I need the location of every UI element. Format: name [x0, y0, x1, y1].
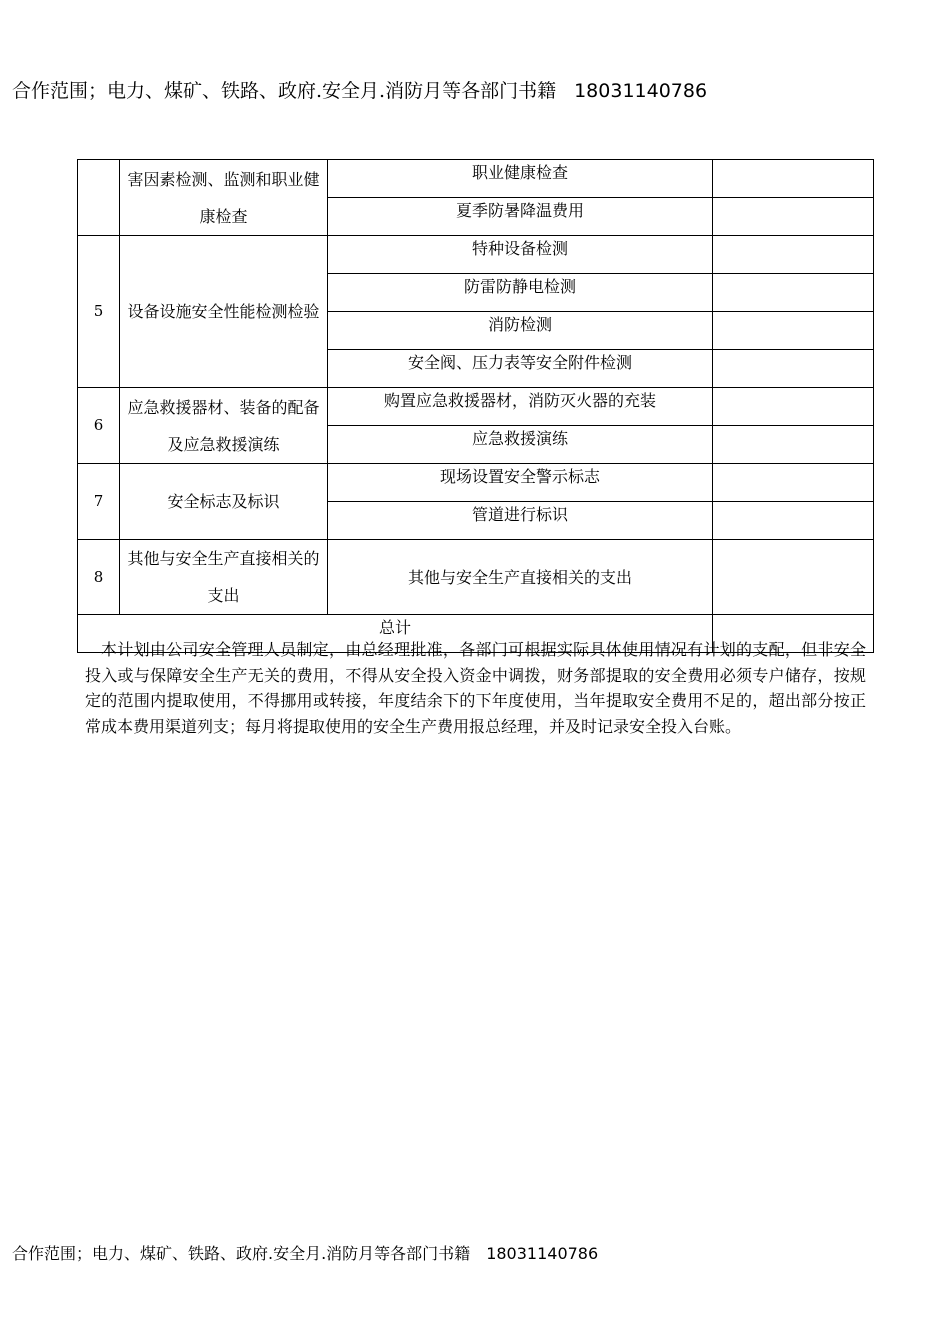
amount-cell	[713, 198, 874, 236]
total-label-cell: 总计	[78, 615, 713, 653]
item-cell: 管道进行标识	[328, 502, 713, 540]
amount-cell	[713, 236, 874, 274]
header-phone: 18031140786	[574, 80, 708, 102]
table-row	[78, 236, 874, 274]
amount-cell	[713, 502, 874, 540]
row-number-cell: 6	[78, 388, 120, 464]
table-row	[78, 388, 874, 426]
amount-cell	[713, 312, 874, 350]
item-cell: 安全阀、压力表等安全附件检测	[328, 350, 713, 388]
category-cell: 其他与安全生产直接相关的支出	[120, 540, 328, 615]
amount-cell	[713, 160, 874, 198]
footer-text: 合作范围；电力、煤矿、铁路、政府.安全月.消防月等各部门书籍	[12, 1244, 471, 1263]
row-number-cell: 8	[78, 540, 120, 615]
category-cell: 应急救援器材、装备的配备及应急救援演练	[120, 388, 328, 464]
category-cell: 害因素检测、监测和职业健康检查	[120, 160, 328, 236]
category-cell: 设备设施安全性能检测检验	[120, 236, 328, 388]
table-row	[78, 464, 874, 502]
amount-cell	[713, 426, 874, 464]
item-cell: 防雷防静电检测	[328, 274, 713, 312]
amount-cell	[713, 274, 874, 312]
header-banner	[12, 76, 707, 103]
footer-banner	[12, 1241, 598, 1264]
safety-investment-table	[77, 159, 874, 653]
table-row	[78, 160, 874, 198]
row-number-cell	[78, 160, 120, 236]
amount-cell	[713, 540, 874, 615]
item-cell: 现场设置安全警示标志	[328, 464, 713, 502]
table-row	[78, 540, 874, 615]
amount-cell	[713, 464, 874, 502]
category-cell: 安全标志及标识	[120, 464, 328, 540]
row-number-cell: 7	[78, 464, 120, 540]
item-cell: 夏季防暑降温费用	[328, 198, 713, 236]
header-text: 合作范围；电力、煤矿、铁路、政府.安全月.消防月等各部门书籍	[12, 80, 557, 102]
footer-phone: 18031140786	[486, 1244, 599, 1263]
item-cell: 购置应急救援器材，消防灭火器的充装	[328, 388, 713, 426]
row-number-cell: 5	[78, 236, 120, 388]
plan-note-paragraph: 本计划由公司安全管理人员制定，由总经理批准，各部门可根据实际具体使用情况有计划的支配，但非安全投入或与保障安全生产无关的费用，不得从安全投入资金中调拨，财务部提取的安全费用必须专户储存，按规定的范围内提取使用，不得挪用或转接，年度结余下的下年度使用，当年提取安全费用不足的，超出部分按正常成本费用渠道列支；每月将提取使用的安全生产费用报总经理，并及时记录安全投入台账。	[85, 640, 866, 736]
amount-cell	[713, 350, 874, 388]
amount-cell	[713, 388, 874, 426]
item-cell: 职业健康检查	[328, 160, 713, 198]
item-cell: 其他与安全生产直接相关的支出	[328, 540, 713, 615]
item-cell: 特种设备检测	[328, 236, 713, 274]
item-cell: 消防检测	[328, 312, 713, 350]
item-cell: 应急救援演练	[328, 426, 713, 464]
